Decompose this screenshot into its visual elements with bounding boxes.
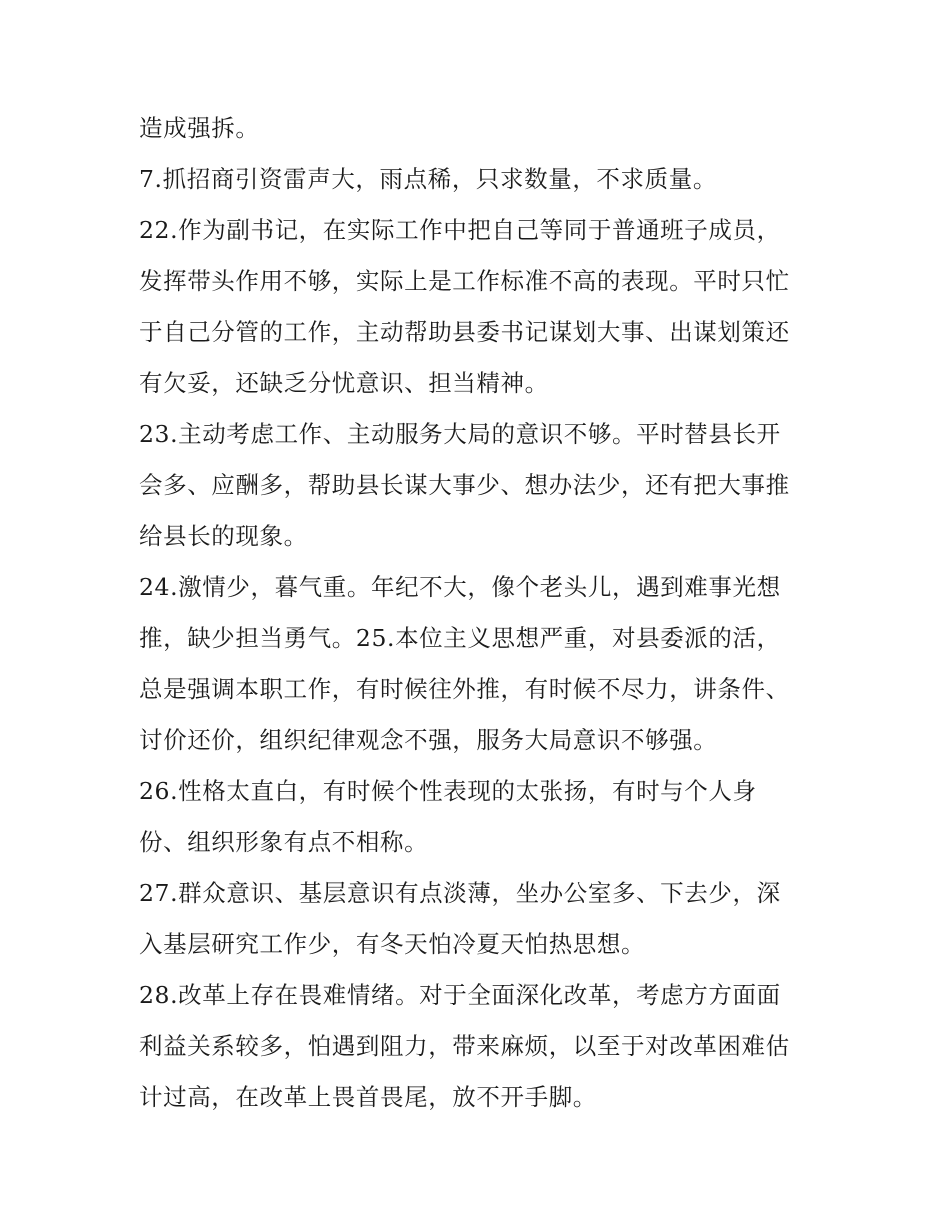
text-line: 28.改革上存在畏难情绪。对于全面深化改革，考虑方方面面 xyxy=(139,981,781,1009)
text-line: 份、组织形象有点不相称。 xyxy=(139,828,429,856)
text-line: 有欠妥，还缺乏分忧意识、担当精神。 xyxy=(139,369,549,397)
text-line: 利益关系较多，怕遇到阻力，带来麻烦，以至于对改革困难估 xyxy=(139,1032,790,1060)
text-line: 27.群众意识、基层意识有点淡薄，坐办公室多、下去少，深 xyxy=(139,879,781,907)
text-line: 7.抓招商引资雷声大，雨点稀，只求数量，不求质量。 xyxy=(139,165,717,193)
text-line: 给县长的现象。 xyxy=(139,522,308,550)
text-line: 24.激情少，暮气重。年纪不大，像个老头儿，遇到难事光想 xyxy=(139,573,781,601)
text-line: 入基层研究工作少，有冬天怕冷夏天怕热思想。 xyxy=(139,930,646,958)
text-line: 会多、应酬多，帮助县长谋大事少、想办法少，还有把大事推 xyxy=(139,471,790,499)
text-line: 讨价还价，组织纪律观念不强，服务大局意识不够强。 xyxy=(139,726,718,754)
text-line: 发挥带头作用不够，实际上是工作标准不高的表现。平时只忙 xyxy=(139,267,790,295)
text-line: 23.主动考虑工作、主动服务大局的意识不够。平时替县长开 xyxy=(139,420,781,448)
text-line: 于自己分管的工作，主动帮助县委书记谋划大事、出谋划策还 xyxy=(139,318,790,346)
text-line: 26.性格太直白，有时候个性表现的太张扬，有时与个人身 xyxy=(139,777,757,805)
text-line: 22.作为副书记，在实际工作中把自己等同于普通班子成员， xyxy=(139,216,781,244)
text-line: 计过高，在改革上畏首畏尾，放不开手脚。 xyxy=(139,1083,597,1111)
text-line: 造成强拆。 xyxy=(139,114,260,142)
text-line: 推，缺少担当勇气。25.本位主义思想严重，对县委派的活， xyxy=(139,624,781,652)
text-line: 总是强调本职工作，有时候往外推，有时候不尽力，讲条件、 xyxy=(139,675,790,703)
